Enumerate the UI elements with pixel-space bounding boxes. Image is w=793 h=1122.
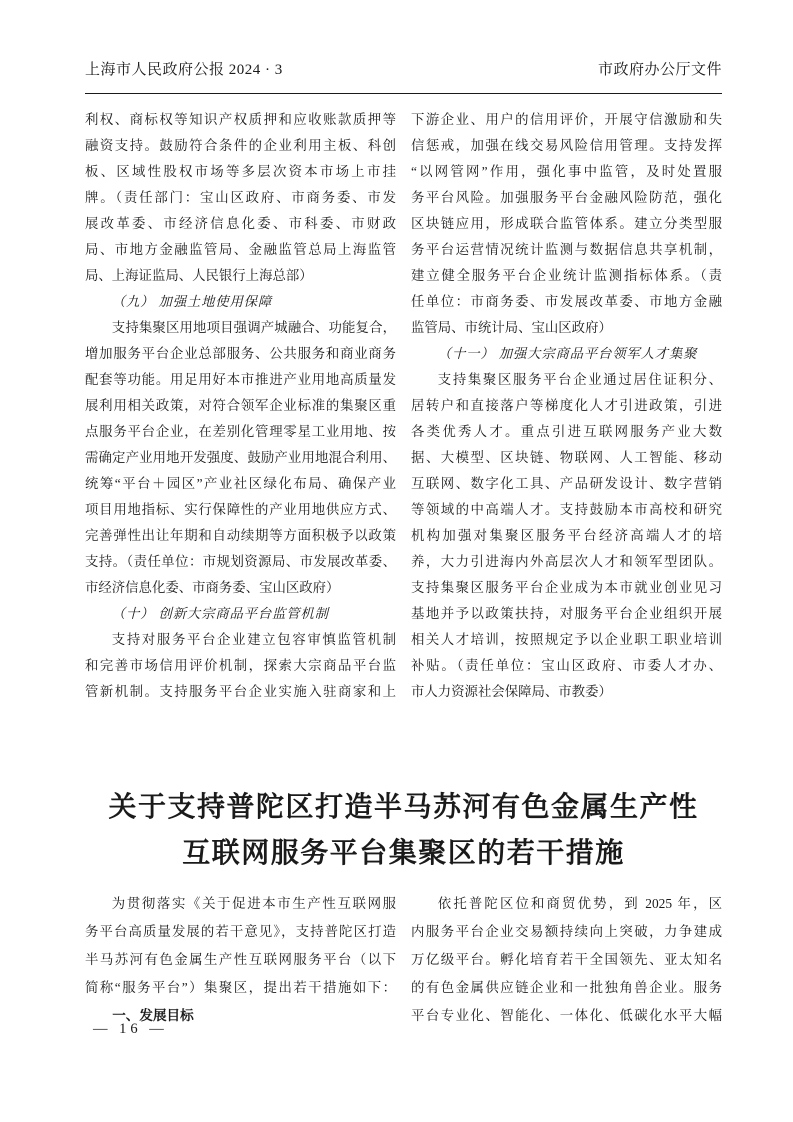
gazette-issue-label: 上海市人民政府公报 2024 · 3: [85, 62, 283, 78]
text-line: 支持对服务平台企业建立包容审慎监管机制: [111, 632, 396, 647]
bottom-right-column: [411, 890, 722, 1030]
text-line: 监管局、市统计局、宝山区政府）: [411, 320, 612, 335]
document-title: [85, 785, 722, 877]
text-line: 市人力资源社会保障局、市教委）: [411, 684, 612, 699]
text-line: 支持。（责任单位：市规划资源局、市发展改革委、: [85, 554, 396, 569]
text-line: 内服务平台企业交易额持续向上突破，力争建成: [411, 924, 722, 939]
document-title-line1: 关于支持普陀区打造半马苏河有色金属生产性: [108, 792, 699, 823]
text-line: 依托普陀区位和商贸优势，到 2025 年，区: [437, 896, 722, 911]
top-text-section: [85, 107, 722, 705]
text-line: 据、大模型、区块链、物联网、人工智能、移动: [411, 450, 722, 465]
text-line: 互联网、数字化工具、产品研发设计、数字营销: [411, 476, 722, 491]
text-line: 补贴。（责任单位：宝山区政府、市委人才办、: [411, 658, 722, 673]
text-line: 建立健全服务平台企业统计监测指标体系。（责: [411, 268, 722, 283]
text-line: 点服务平台企业，在差别化管理零星工业用地、按: [85, 424, 396, 439]
page-header: [85, 58, 722, 80]
text-line: “以网管网”作用，强化事中监管，及时处置服: [411, 164, 722, 179]
text-line: 务平台风险。加强服务平台金融风险防范，强化: [411, 190, 722, 205]
text-line: 支持集聚区服务平台企业通过居住证积分、: [437, 372, 722, 387]
text-line: 展利用相关政策，对符合领军企业标准的集聚区重: [85, 398, 396, 413]
text-line: 统筹“平台＋园区”产业社区绿化布局、确保产业: [85, 476, 396, 491]
document-title-line2: 互联网服务平台集聚区的若干措施: [182, 838, 625, 869]
text-line: 任单位：市商务委、市发展改革委、市地方金融: [411, 294, 722, 309]
bottom-text-section: [85, 890, 722, 1030]
top-right-column: [411, 107, 722, 705]
text-line: 和完善市场信用评价机制，探索大宗商品平台监: [85, 658, 396, 673]
text-line: 区块链应用，形成联合监管体系。建立分类型服: [411, 216, 722, 231]
text-line: 养，大力引进海内外高层次人才和领军型团队。: [411, 554, 722, 569]
text-line: 居转户和直接落户等梯度化人才引进政策，引进: [411, 398, 722, 413]
bottom-left-column: [85, 890, 396, 1030]
text-line: 半马苏河有色金属生产性互联网服务平台（以下: [85, 952, 396, 967]
text-line: 增加服务平台企业总部服务、公共服务和商业商务: [85, 346, 396, 361]
text-line: 信惩戒，加强在线交易风险信用管理。支持发挥: [411, 138, 722, 153]
text-line: 简称“服务平台”）集聚区，提出若干措施如下：: [85, 980, 396, 995]
page-number: — 16 —: [93, 1021, 168, 1037]
text-line: 基地并予以政策扶持，对服务平台企业组织开展: [411, 606, 722, 621]
text-line: 机构加强对集聚区服务平台经济高端人才的培: [411, 528, 722, 543]
text-line: 板、区域性股权市场等多层次资本市场上市挂: [85, 164, 396, 179]
section-heading: （九） 加强土地使用保障: [111, 294, 273, 309]
text-line: 利权、商标权等知识产权质押和应收账款质押等: [85, 112, 396, 127]
text-line: 牌。（责任部门：宝山区政府、市商务委、市发: [85, 190, 396, 205]
text-line: 完善弹性出让年期和自动续期等方面积极予以政策: [85, 528, 396, 543]
text-line: 配套等功能。用足用好本市推进产业用地高质量发: [85, 372, 396, 387]
text-line: 展改革委、市经济信息化委、市科委、市财政: [85, 216, 396, 231]
text-line: 各类优秀人才。重点引进互联网服务产业大数: [411, 424, 722, 439]
text-line: 的有色金属供应链企业和一批独角兽企业。服务: [411, 980, 722, 995]
text-line: 局、市地方金融监管局、金融监管总局上海监管: [85, 242, 396, 257]
text-line: 管新机制。支持服务平台企业实施入驻商家和上: [85, 684, 396, 699]
text-line: 项目用地指标、实行保障性的产业用地供应方式、: [85, 502, 396, 517]
text-line: 需确定产业用地开发强度、鼓励产业用地混合利用、: [85, 450, 396, 465]
text-line: 局、上海证监局、人民银行上海总部）: [85, 268, 313, 283]
header-rule: [85, 93, 722, 94]
section-heading: 一、发展目标: [112, 1008, 194, 1023]
text-line: 等领域的中高端人才。支持鼓励本市高校和研究: [411, 502, 722, 517]
section-heading: （十） 创新大宗商品平台监管机制: [111, 606, 329, 621]
text-line: 支持集聚区服务平台企业成为本市就业创业见习: [411, 580, 722, 595]
document-category-label: 市政府办公厅文件: [597, 62, 722, 78]
text-line: 支持集聚区用地项目强调产城融合、功能复合，: [111, 320, 396, 335]
text-line: 市经济信息化委、市商务委、宝山区政府）: [85, 580, 340, 595]
text-line: 万亿级平台。孵化培育若干全国领先、亚太知名: [411, 952, 722, 967]
text-line: 为贯彻落实《关于促进本市生产性互联网服: [111, 896, 396, 911]
text-line: 务平台高质量发展的若干意见》，支持普陀区打造: [85, 924, 396, 939]
text-line: 相关人才培训，按照规定予以企业职工职业培训: [411, 632, 722, 647]
text-line: 融资支持。鼓励符合条件的企业利用主板、科创: [85, 138, 396, 153]
text-line: 下游企业、用户的信用评价，开展守信激励和失: [411, 112, 722, 127]
text-line: 务平台运营情况统计监测与数据信息共享机制，: [411, 242, 722, 257]
text-line: 平台专业化、智能化、一体化、低碳化水平大幅: [411, 1008, 722, 1023]
section-heading: （十一） 加强大宗商品平台领军人才集聚: [437, 346, 698, 361]
top-left-column: [85, 107, 396, 705]
